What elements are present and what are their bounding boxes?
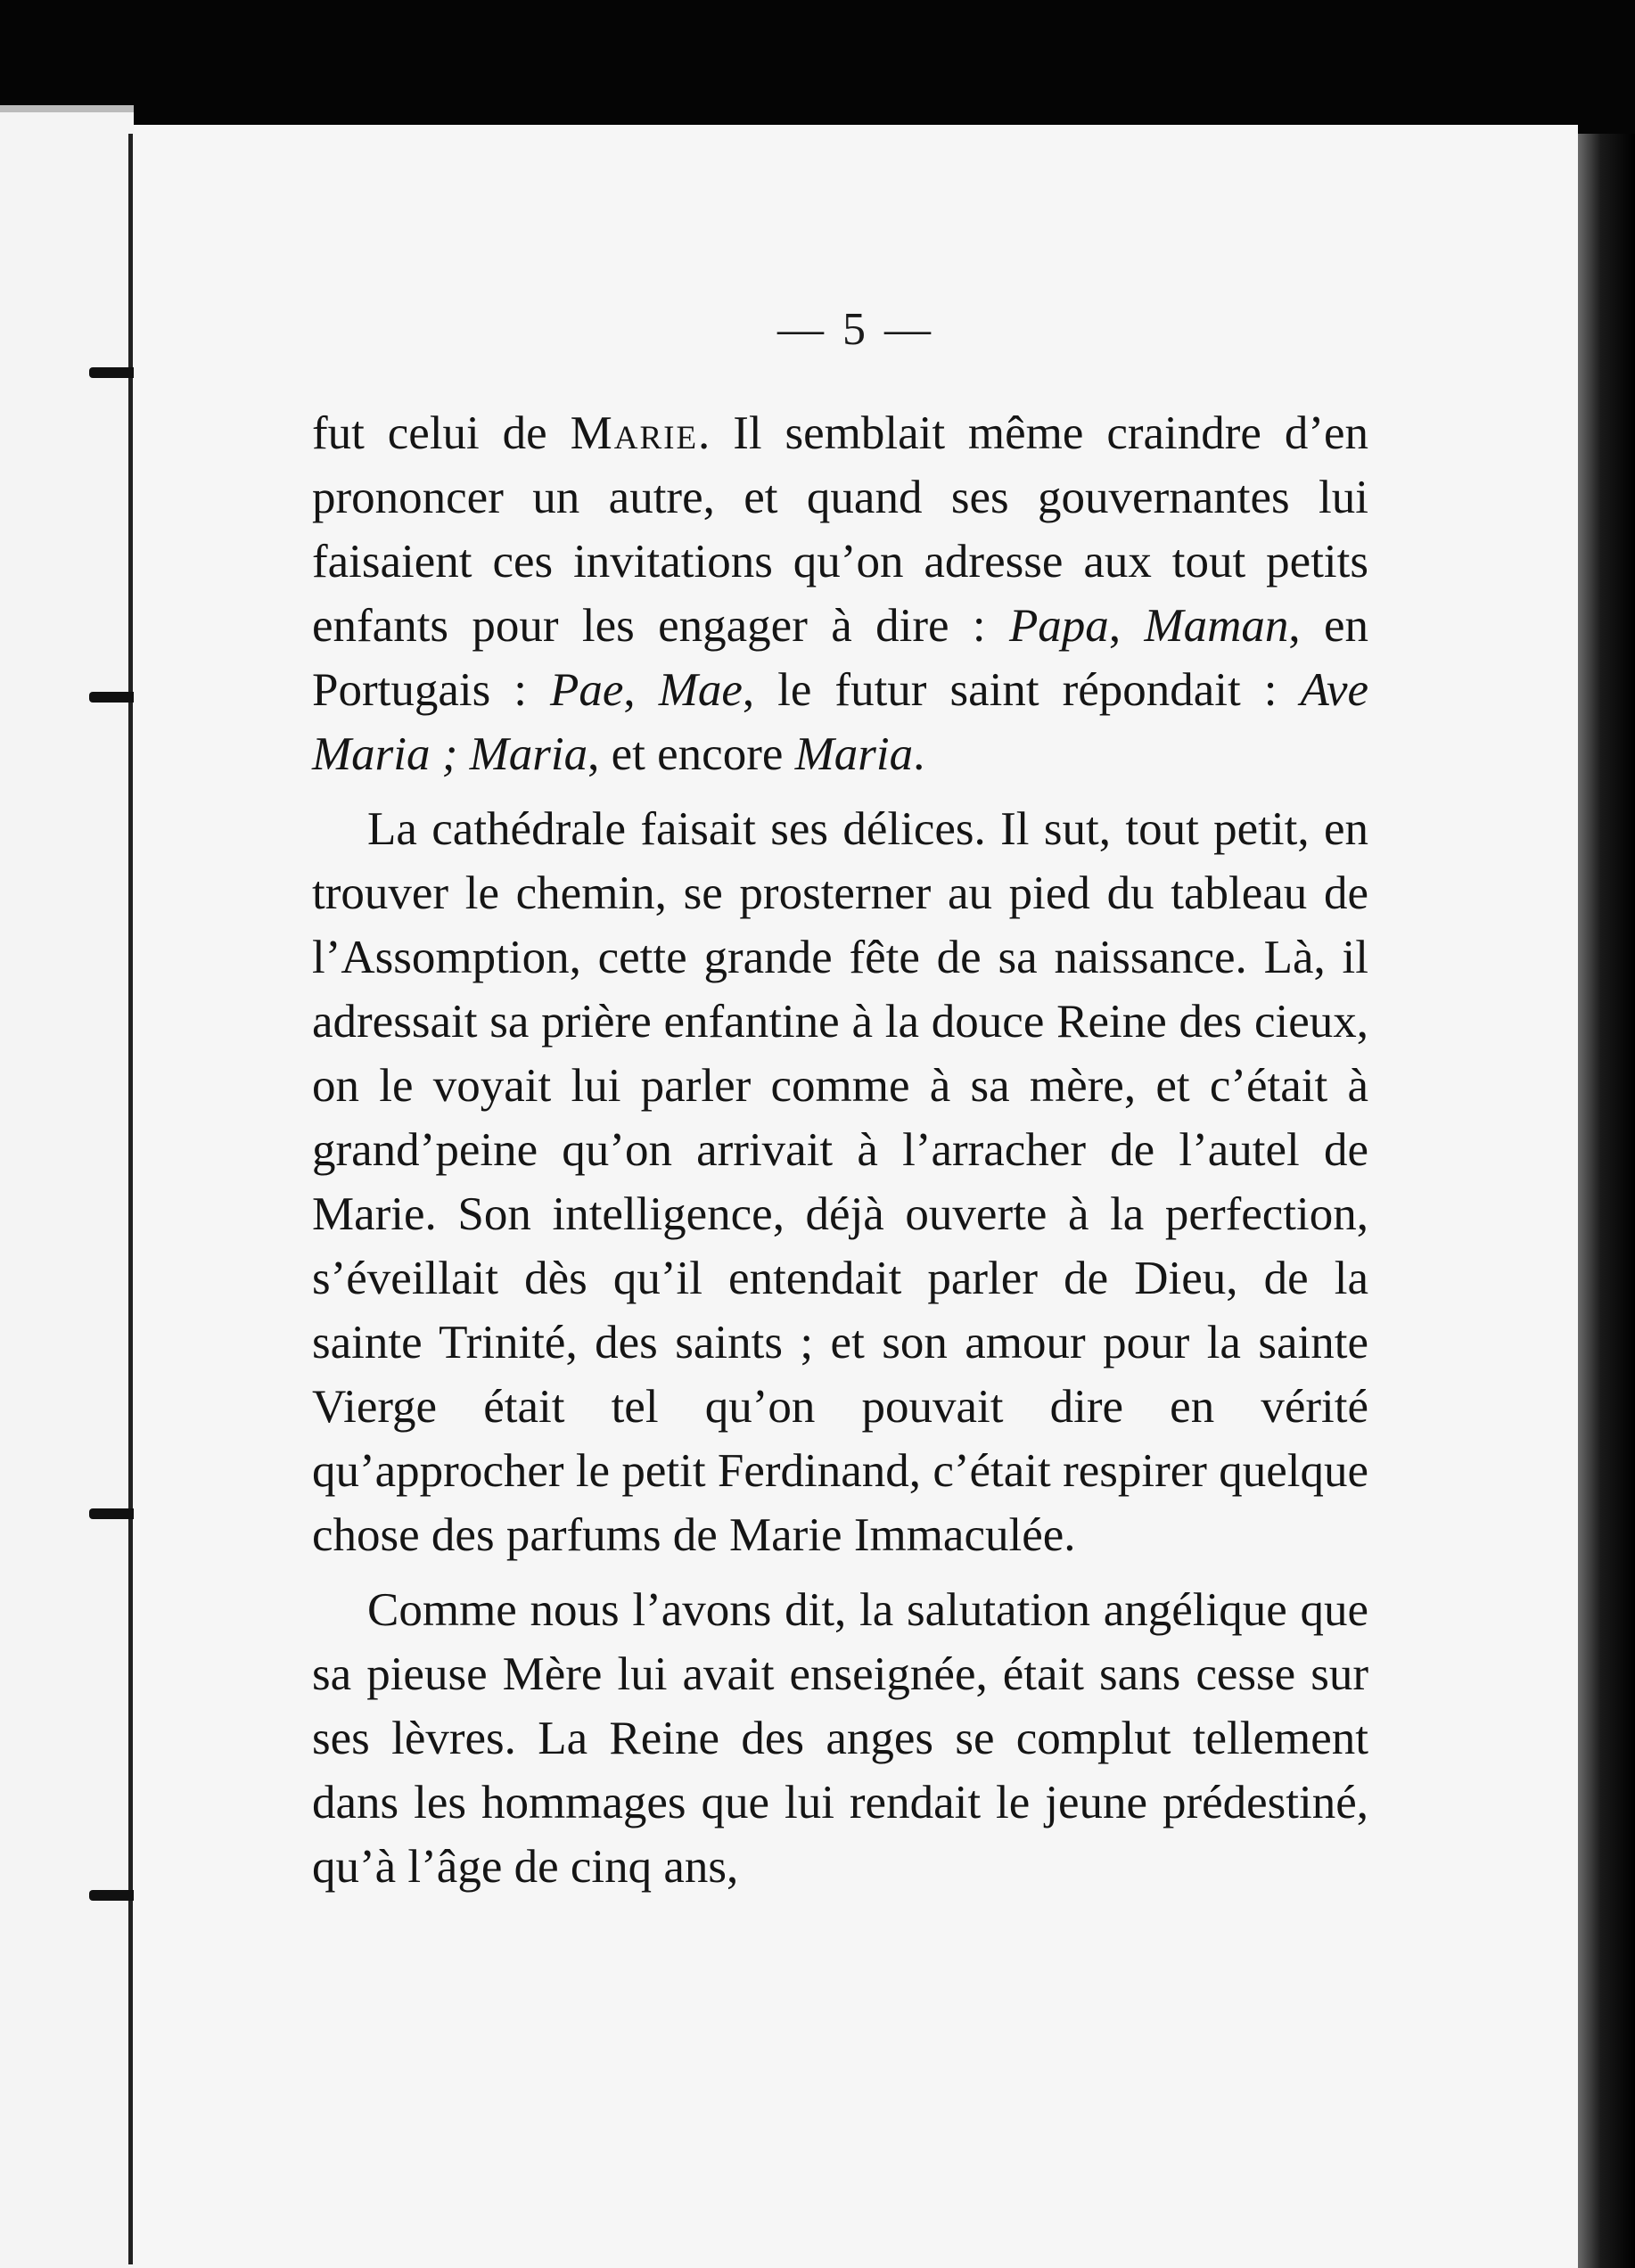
paragraph [312,797,1368,1567]
text-run: . [913,728,925,780]
text-run: , et encore [587,728,795,780]
binding-thread [128,134,133,1560]
scan-background-top [0,0,1635,134]
page-number: — 5 — [777,304,934,355]
facing-page-edge [0,107,134,2268]
text-run: fut celui de [312,407,571,459]
text-run: , le futur saint répondait : [742,664,1301,716]
italic-text: Maman [1144,600,1289,652]
page-edge-shadow [1578,134,1635,2268]
text-run: La cathédrale faisait ses délices. Il sut, tout petit, en trouver le chemin, se prosterner au pied du tableau de l’Assomption, cette grande fête de sa naissance. Là, il adressait sa prière enfantine à la douce Reine des cieux, on le voyait lui parler comme à sa mère, et c’était à grand’peine qu’on arrivait à l’arracher de l’autel de Marie. Son intelligence, déjà ouverte à la perfection, s’éveillait dès qu’il entendait parler de Dieu, de la sainte Trinité, des saints ; et son amour pour la sainte Vierge était tel qu’on pouvait dire en vérité qu’approcher le petit Ferdinand, c’était respirer quelque chose des parfums de Marie Immaculée. [312,803,1368,1561]
text-run: . Il semblait même craindre d’en prononcer un autre, et quand ses gouvernantes lui faisaient ces invitations qu’on adresse aux tout petits enfants pour les engager à dire : [312,407,1368,652]
paragraph [312,1578,1368,1899]
book-page [134,125,1578,2268]
text-run: , en Portugais : [312,600,1368,716]
text-run: , [623,664,659,716]
paragraph [312,401,1368,786]
italic-text: Mae [658,664,743,716]
text-run: , [1108,600,1145,652]
body-text [312,401,1368,1910]
italic-text: Pae [550,664,624,716]
italic-text: Ave Maria ; Maria [312,664,1369,780]
italic-text: Maria [794,728,914,780]
facing-page-border [0,105,134,112]
small-caps-text: Marie [570,407,699,459]
text-run: Comme nous l’avons dit, la salutation angélique que sa pieuse Mère lui avait enseignée, était sans cesse sur ses lèvres. La Reine des anges se complut tellement dans les hommages que lui rendait le jeune prédestiné, qu’à l’âge de cinq ans, [312,1584,1368,1893]
italic-text: Papa [1008,600,1109,652]
